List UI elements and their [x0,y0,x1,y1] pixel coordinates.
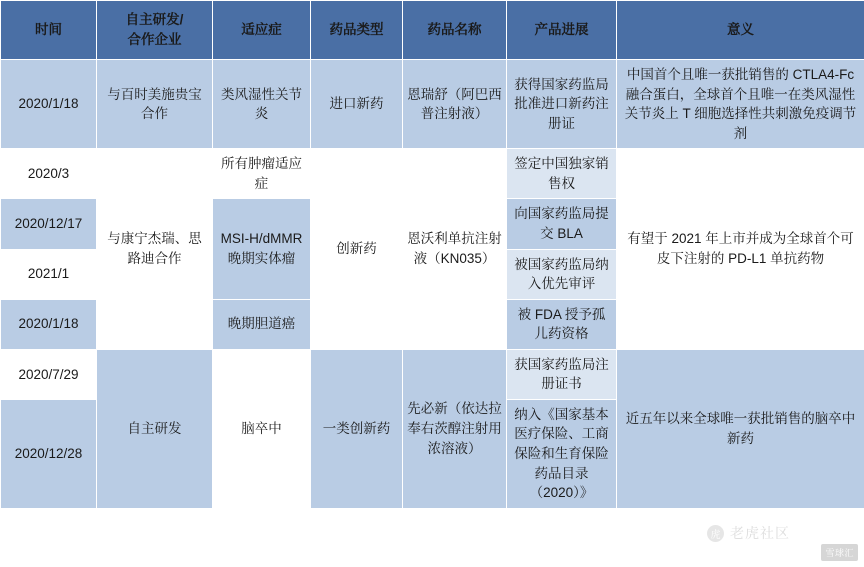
cell-progress: 获得国家药监局批准进口新药注册证 [507,60,617,149]
column-header-drug-name: 药品名称 [403,1,507,60]
column-header-progress: 产品进展 [507,1,617,60]
cell-drug-name: 恩瑞舒（阿巴西普注射液） [403,60,507,149]
cell-firm: 自主研发 [97,349,213,508]
column-header-firm [97,1,213,60]
table-row [1,349,864,399]
cell-drug-name: 恩沃利单抗注射液（KN035） [403,149,507,350]
cell-progress: 获国家药监局注册证书 [507,349,617,399]
table-body [1,60,864,509]
cell-time: 2020/3 [1,149,97,199]
cell-meaning: 有望于 2021 年上市并成为全球首个可皮下注射的 PD-L1 单抗药物 [617,149,864,350]
cell-indication: 类风湿性关节炎 [213,60,311,149]
cell-firm: 与康宁杰瑞、思路迪合作 [97,149,213,350]
cell-drug-type: 创新药 [311,149,403,350]
cell-indication: 脑卒中 [213,349,311,508]
column-header-firm-line2: 合作企业 [127,32,182,47]
cell-indication: 晚期胆道癌 [213,299,311,349]
cell-time: 2020/12/28 [1,399,97,508]
cell-progress: 向国家药监局提交 BLA [507,199,617,249]
cell-firm: 与百时美施贵宝合作 [97,60,213,149]
table-row [1,60,864,149]
column-header-drug-type: 药品类型 [311,1,403,60]
cell-time: 2020/7/29 [1,349,97,399]
cell-time: 2020/12/17 [1,199,97,249]
tiger-logo-icon: 虎 [707,525,724,542]
cell-progress: 签定中国独家销售权 [507,149,617,199]
column-header-firm-line1: 自主研发/ [125,12,184,28]
corner-badge: 雪球汇 [821,544,858,561]
table-row [1,149,864,199]
column-header-time: 时间 [1,1,97,60]
table-header [1,1,864,60]
cell-time: 2020/1/18 [1,299,97,349]
cell-drug-type: 进口新药 [311,60,403,149]
cell-progress: 纳入《国家基本医疗保险、工商保险和生育保险药品目录（2020）》 [507,399,617,508]
cell-indication: MSI-H/dMMR 晚期实体瘤 [213,199,311,299]
cell-progress: 被国家药监局纳入优先审评 [507,249,617,299]
cell-time: 2021/1 [1,249,97,299]
cell-time: 2020/1/18 [1,60,97,149]
cell-meaning: 中国首个且唯一获批销售的 CTLA4-Fc 融合蛋白，全球首个且唯一在类风湿性关节炎上 T 细胞选择性共刺激免疫调节剂 [617,60,864,149]
column-header-meaning: 意义 [617,1,864,60]
cell-indication: 所有肿瘤适应症 [213,149,311,199]
cell-progress: 被 FDA 授予孤儿药资格 [507,299,617,349]
cell-meaning: 近五年以来全球唯一获批销售的脑卒中新药 [617,349,864,508]
watermark-label: 老虎社区 [730,525,790,541]
cell-drug-name: 先必新（依达拉奉右茨醇注射用浓溶液） [403,349,507,508]
column-header-indication: 适应症 [213,1,311,60]
cell-drug-type: 一类创新药 [311,349,403,508]
watermark [707,523,790,543]
table-header-row [1,1,864,60]
